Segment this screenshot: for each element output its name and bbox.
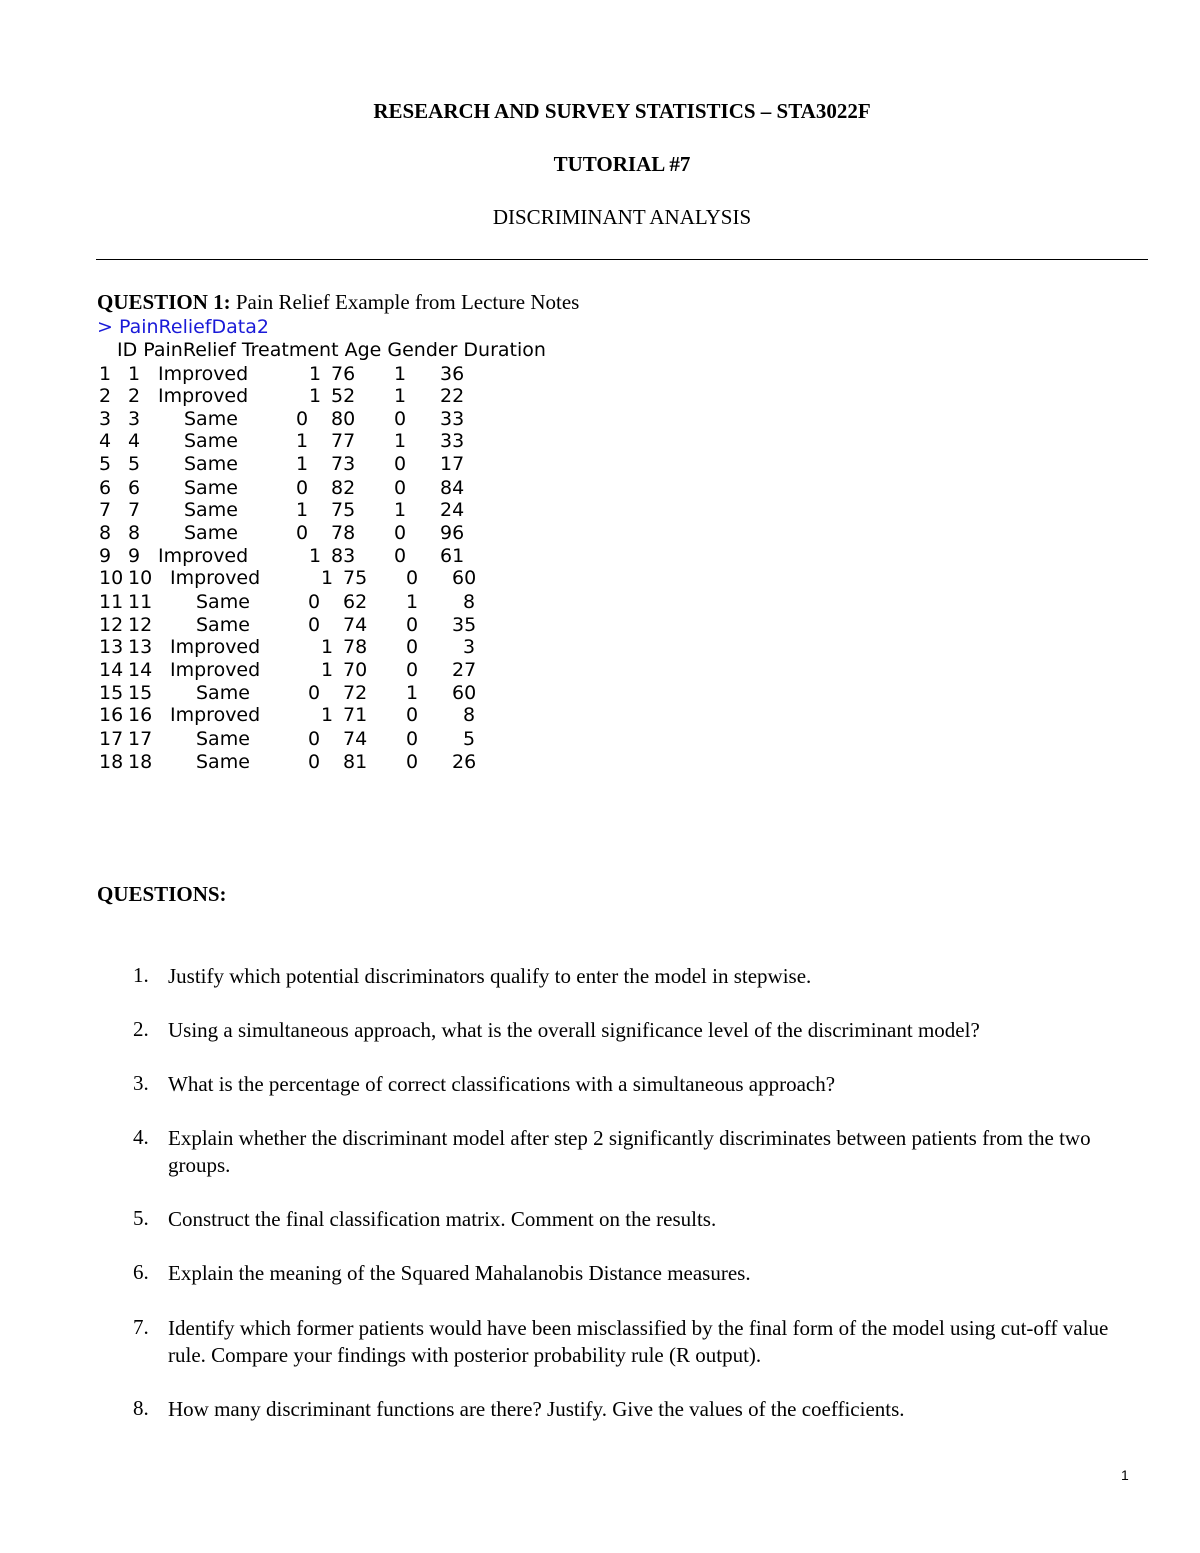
cell-gender: 0: [394, 453, 407, 475]
cell-duration: 22: [440, 385, 465, 407]
cell-gender: 1: [394, 430, 407, 452]
cell-age: 83: [331, 545, 356, 567]
cell-treatment: 1: [309, 385, 322, 407]
cell-idx: 6: [99, 477, 112, 499]
cell-idx: 8: [99, 522, 112, 544]
question-1-heading: [97, 290, 579, 315]
cell-idx: 7: [99, 499, 112, 521]
cell-duration: 5: [463, 728, 476, 750]
cell-age: 75: [343, 567, 368, 589]
cell-gender: 0: [406, 704, 419, 726]
cell-treatment: 1: [296, 499, 309, 521]
cell-age: 71: [343, 704, 368, 726]
cell-treatment: 1: [296, 453, 309, 475]
cell-idx: 1: [99, 363, 112, 385]
cell-idx: 12: [99, 614, 124, 636]
cell-idx: 11: [99, 591, 124, 613]
question-text: How many discriminant functions are there? Justify. Give the values of the coefficients.: [168, 1397, 905, 1421]
cell-id: 10: [128, 567, 153, 589]
cell-id: 16: [128, 704, 153, 726]
cell-treatment: 1: [296, 430, 309, 452]
question-text: Explain whether the discriminant model after step 2 significantly discriminates between patients from the two groups.: [168, 1126, 1091, 1177]
cell-gender: 0: [406, 567, 419, 589]
cell-duration: 60: [452, 682, 477, 704]
question-number: 8.: [133, 1396, 149, 1420]
cell-relief: Same: [196, 751, 250, 773]
cell-idx: 2: [99, 385, 112, 407]
cell-id: 7: [128, 499, 141, 521]
cell-treatment: 1: [321, 659, 334, 681]
cell-relief: Improved: [170, 704, 261, 726]
cell-id: 9: [128, 545, 141, 567]
cell-age: 72: [343, 682, 368, 704]
cell-treatment: 1: [309, 363, 322, 385]
question-text: Construct the final classification matrix. Comment on the results.: [168, 1207, 717, 1231]
cell-relief: Same: [184, 477, 238, 499]
cell-gender: 0: [406, 636, 419, 658]
question-1-label: QUESTION 1:: [97, 290, 231, 314]
cell-age: 73: [331, 453, 356, 475]
cell-gender: 0: [394, 545, 407, 567]
question-number: 2.: [133, 1017, 149, 1041]
cell-gender: 0: [406, 614, 419, 636]
cell-duration: 33: [440, 408, 465, 430]
cell-treatment: 0: [308, 728, 321, 750]
cell-idx: 16: [99, 704, 124, 726]
cell-relief: Improved: [170, 567, 261, 589]
cell-idx: 10: [99, 567, 124, 589]
cell-age: 62: [343, 591, 368, 613]
cell-id: 4: [128, 430, 141, 452]
cell-idx: 14: [99, 659, 124, 681]
cell-relief: Same: [196, 682, 250, 704]
cell-idx: 18: [99, 751, 124, 773]
questions-heading: QUESTIONS:: [97, 882, 227, 906]
cell-duration: 96: [440, 522, 465, 544]
cell-idx: 17: [99, 728, 124, 750]
cell-id: 5: [128, 453, 141, 475]
cell-id: 15: [128, 682, 153, 704]
cell-age: 76: [331, 363, 356, 385]
cell-gender: 1: [394, 385, 407, 407]
cell-treatment: 0: [296, 522, 309, 544]
question-number: 3.: [133, 1071, 149, 1095]
cell-idx: 9: [99, 545, 112, 567]
question-1-text: Pain Relief Example from Lecture Notes: [230, 290, 580, 314]
console-prompt: > PainReliefData2: [97, 316, 269, 338]
question-text: Justify which potential discriminators qualify to enter the model in stepwise.: [168, 964, 812, 988]
cell-age: 74: [343, 614, 368, 636]
cell-gender: 0: [394, 522, 407, 544]
cell-relief: Same: [196, 728, 250, 750]
cell-id: 13: [128, 636, 153, 658]
data-header-row: ID PainRelief Treatment Age Gender Duration: [117, 339, 546, 361]
question-text: Explain the meaning of the Squared Mahalanobis Distance measures.: [168, 1261, 751, 1285]
document-title: RESEARCH AND SURVEY STATISTICS – STA3022F: [373, 99, 871, 123]
cell-id: 3: [128, 408, 141, 430]
cell-duration: 84: [440, 477, 465, 499]
cell-relief: Same: [184, 522, 238, 544]
cell-duration: 17: [440, 453, 465, 475]
cell-idx: 4: [99, 430, 112, 452]
cell-age: 74: [343, 728, 368, 750]
cell-relief: Same: [184, 408, 238, 430]
cell-id: 11: [128, 591, 153, 613]
cell-id: 14: [128, 659, 153, 681]
cell-gender: 0: [394, 408, 407, 430]
cell-id: 12: [128, 614, 153, 636]
question-text: Identify which former patients would have been misclassified by the final form of the model using cut-off value rule. Compare your findings with posterior probability rule (R output).: [168, 1316, 1109, 1367]
cell-treatment: 1: [321, 704, 334, 726]
cell-treatment: 1: [309, 545, 322, 567]
cell-relief: Improved: [158, 545, 249, 567]
cell-gender: 0: [406, 751, 419, 773]
cell-id: 1: [128, 363, 141, 385]
cell-duration: 24: [440, 499, 465, 521]
cell-duration: 35: [452, 614, 477, 636]
cell-duration: 3: [463, 636, 476, 658]
cell-age: 77: [331, 430, 356, 452]
cell-treatment: 0: [296, 408, 309, 430]
cell-duration: 8: [463, 704, 476, 726]
cell-relief: Improved: [158, 385, 249, 407]
cell-treatment: 0: [308, 682, 321, 704]
cell-relief: Same: [184, 453, 238, 475]
cell-gender: 0: [406, 728, 419, 750]
question-number: 1.: [133, 963, 149, 987]
cell-relief: Same: [184, 430, 238, 452]
cell-relief: Improved: [170, 659, 261, 681]
cell-id: 17: [128, 728, 153, 750]
cell-id: 6: [128, 477, 141, 499]
cell-age: 75: [331, 499, 356, 521]
question-number: 6.: [133, 1260, 149, 1284]
question-number: 4.: [133, 1125, 149, 1149]
cell-duration: 61: [440, 545, 465, 567]
cell-duration: 36: [440, 363, 465, 385]
cell-treatment: 0: [308, 614, 321, 636]
cell-treatment: 1: [321, 567, 334, 589]
cell-idx: 13: [99, 636, 124, 658]
cell-gender: 1: [394, 363, 407, 385]
question-number: 5.: [133, 1206, 149, 1230]
cell-age: 82: [331, 477, 356, 499]
cell-idx: 5: [99, 453, 112, 475]
cell-relief: Same: [196, 591, 250, 613]
cell-relief: Improved: [170, 636, 261, 658]
cell-relief: Same: [196, 614, 250, 636]
cell-gender: 1: [406, 682, 419, 704]
question-text: Using a simultaneous approach, what is the overall significance level of the discriminant model?: [168, 1018, 980, 1042]
cell-duration: 33: [440, 430, 465, 452]
question-text: What is the percentage of correct classifications with a simultaneous approach?: [168, 1072, 836, 1096]
cell-age: 52: [331, 385, 356, 407]
cell-age: 81: [343, 751, 368, 773]
cell-relief: Improved: [158, 363, 249, 385]
cell-duration: 8: [463, 591, 476, 613]
cell-idx: 15: [99, 682, 124, 704]
cell-idx: 3: [99, 408, 112, 430]
cell-duration: 26: [452, 751, 477, 773]
tutorial-number: TUTORIAL #7: [553, 152, 691, 176]
horizontal-divider: [96, 259, 1148, 260]
topic-heading: DISCRIMINANT ANALYSIS: [492, 205, 752, 229]
cell-id: 2: [128, 385, 141, 407]
cell-id: 8: [128, 522, 141, 544]
cell-age: 78: [331, 522, 356, 544]
cell-gender: 0: [406, 659, 419, 681]
cell-gender: 1: [394, 499, 407, 521]
cell-treatment: 1: [321, 636, 334, 658]
cell-treatment: 0: [296, 477, 309, 499]
cell-age: 78: [343, 636, 368, 658]
cell-id: 18: [128, 751, 153, 773]
page-number: 1: [1121, 1467, 1129, 1483]
cell-duration: 60: [452, 567, 477, 589]
cell-treatment: 0: [308, 591, 321, 613]
cell-relief: Same: [184, 499, 238, 521]
cell-gender: 1: [406, 591, 419, 613]
cell-gender: 0: [394, 477, 407, 499]
cell-treatment: 0: [308, 751, 321, 773]
cell-age: 80: [331, 408, 356, 430]
cell-age: 70: [343, 659, 368, 681]
question-number: 7.: [133, 1315, 149, 1339]
cell-duration: 27: [452, 659, 477, 681]
